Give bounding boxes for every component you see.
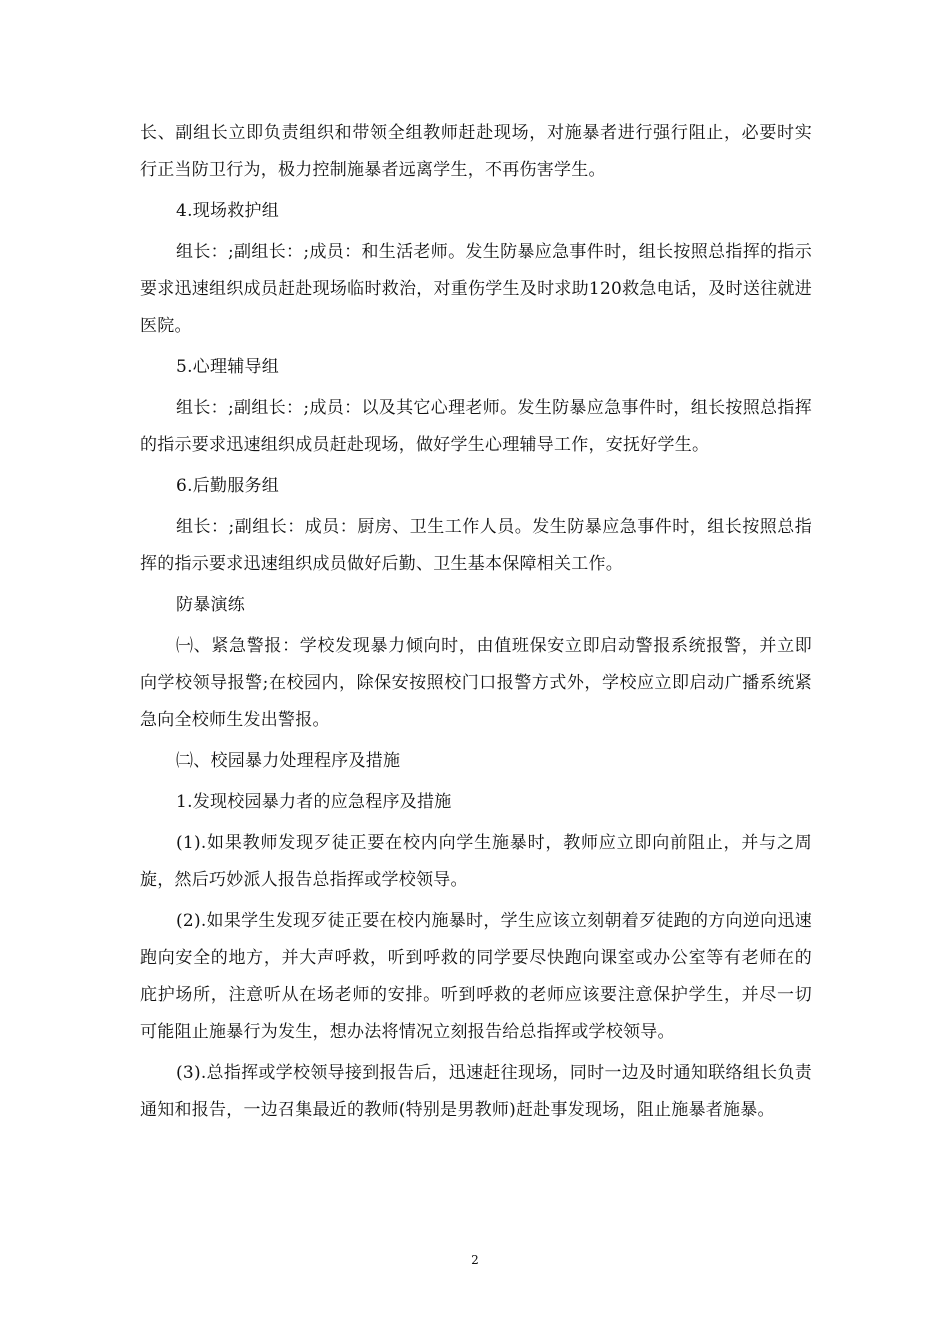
paragraph: 组长：;副组长：;成员：和生活老师。发生防暴应急事件时，组长按照总指挥的指示要求迅速组织成员赶赴现场临时救治，对重伤学生及时求助120救急电话，及时送往就进医院。 (140, 242, 812, 336)
subsection-heading: 1.发现校园暴力者的应急程序及措施 (176, 792, 452, 812)
section-heading-drill: 防暴演练 (176, 595, 245, 615)
section-heading-procedures: ㈡、校园暴力处理程序及措施 (176, 751, 401, 771)
paragraph: ㈠、紧急警报：学校发现暴力倾向时，由值班保安立即启动警报系统报警，并立即向学校领导报警;在校园内，除保安按照校门口报警方式外，学校应立即启动广播系统紧急向全校师生发出警报。 (140, 636, 812, 730)
paragraph: 组长：;副组长：成员：厨房、卫生工作人员。发生防暴应急事件时，组长按照总指挥的指示要求迅速组织成员做好后勤、卫生基本保障相关工作。 (140, 517, 812, 574)
paragraph: (2).如果学生发现歹徒正要在校内施暴时，学生应该立刻朝着歹徒跑的方向逆向迅速跑向安全的地方，并大声呼救，听到呼救的同学要尽快跑向课室或办公室等有老师在的庇护场所，注意听从在场老师的安排。听到呼救的老师应该要注意保护学生，并尽一切可能阻止施暴行为发生，想办法将情况立刻报告给总指挥或学校领导。 (140, 911, 812, 1042)
section-heading-logistics-group: 6.后勤服务组 (176, 476, 279, 496)
section-heading-rescue-group: 4.现场救护组 (176, 201, 279, 221)
paragraph: 长、副组长立即负责组织和带领全组教师赶赴现场，对施暴者进行强行阻止，必要时实行正当防卫行为，极力控制施暴者远离学生，不再伤害学生。 (140, 123, 812, 180)
paragraph: (1).如果教师发现歹徒正要在校内向学生施暴时，教师应立即向前阻止，并与之周旋，然后巧妙派人报告总指挥或学校领导。 (140, 833, 812, 890)
section-heading-counseling-group: 5.心理辅导组 (176, 357, 279, 377)
document-body (140, 115, 812, 1129)
page-number: 2 (471, 1253, 479, 1267)
paragraph: 组长：;副组长：;成员：以及其它心理老师。发生防暴应急事件时，组长按照总指挥的指示要求迅速组织成员赶赴现场，做好学生心理辅导工作，安抚好学生。 (140, 398, 812, 455)
paragraph: (3).总指挥或学校领导接到报告后，迅速赶往现场，同时一边及时通知联络组长负责通知和报告，一边召集最近的教师(特别是男教师)赶赴事发现场，阻止施暴者施暴。 (140, 1063, 812, 1120)
